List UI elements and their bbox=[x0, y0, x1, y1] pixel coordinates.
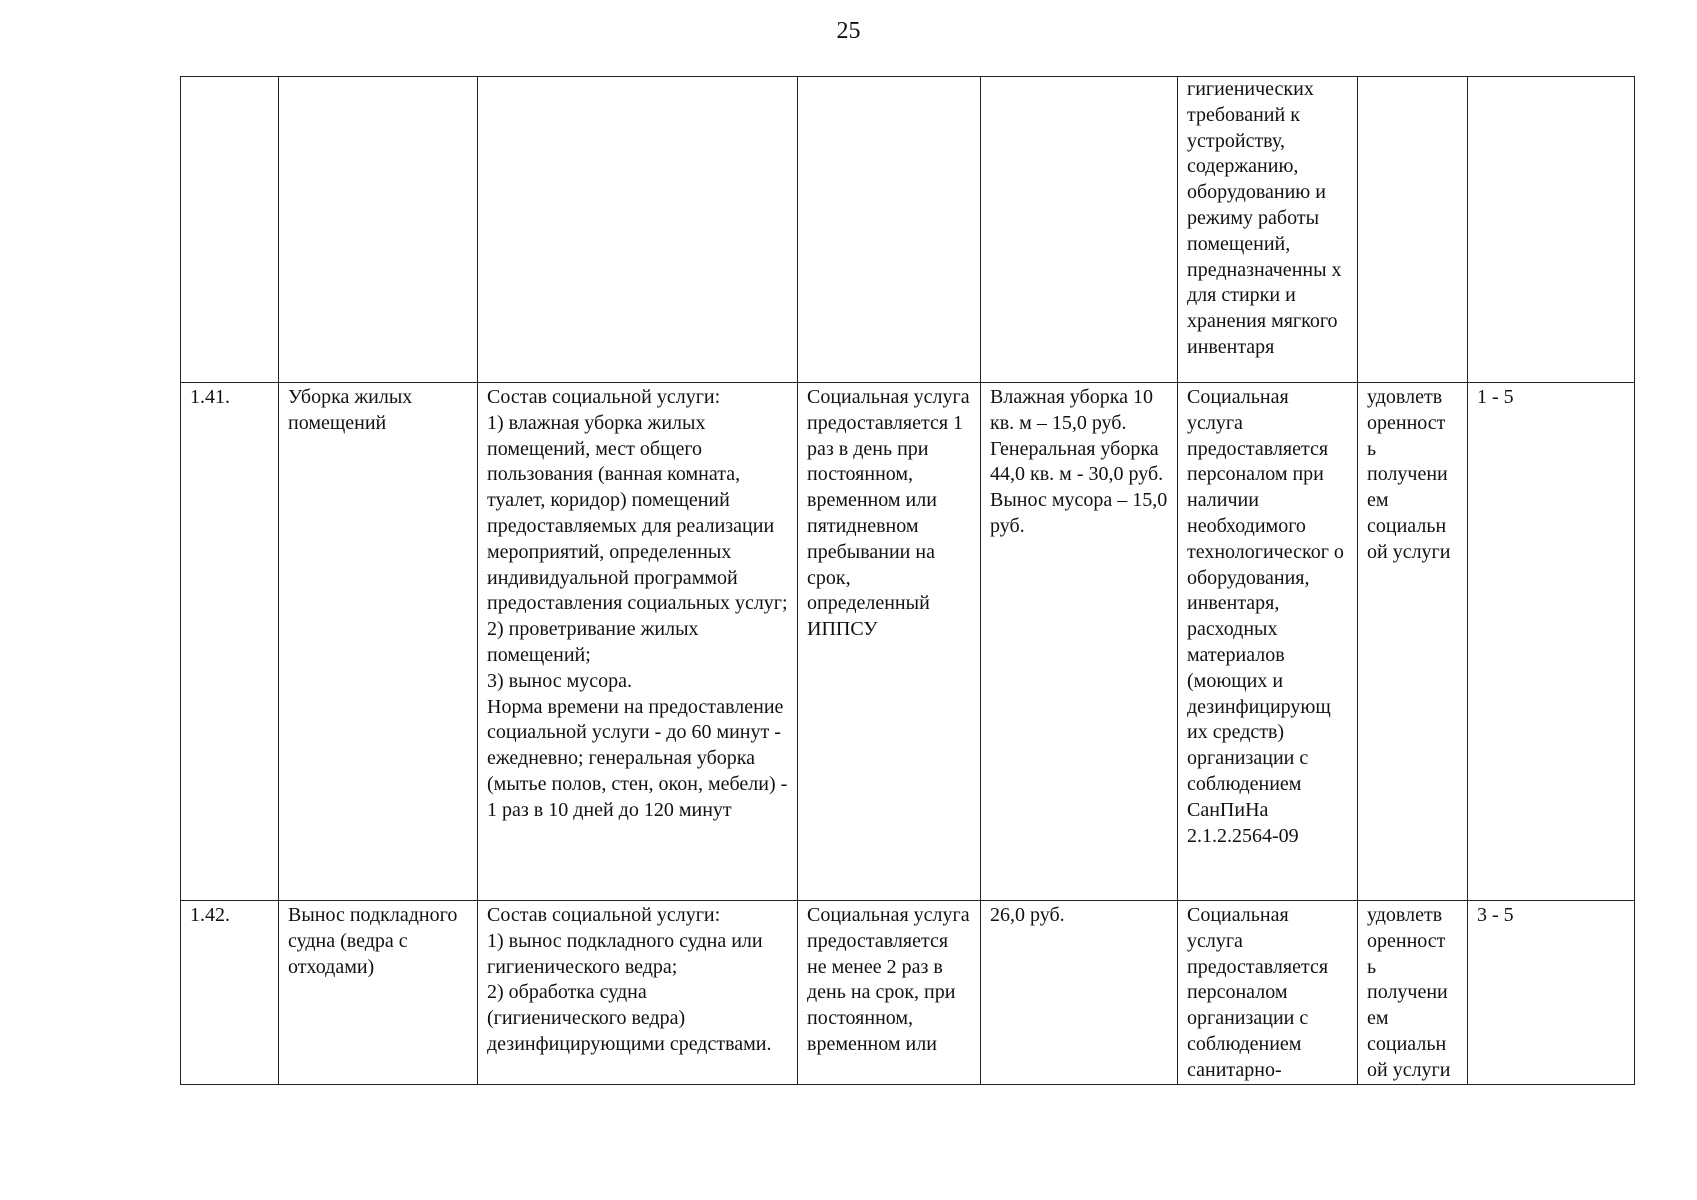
service-name: Вынос подкладного судна (ведра с отходами) bbox=[279, 901, 478, 1085]
cell-tariff bbox=[981, 77, 1178, 383]
table-row bbox=[181, 383, 1635, 901]
row-number: 1.41. bbox=[181, 383, 279, 901]
service-description bbox=[478, 901, 798, 1085]
service-evaluation: удовлетв оренност ь получени ем социальн ой услуги bbox=[1358, 901, 1468, 1085]
service-conditions: Социальная услуга предоставляется персоналом организации с соблюдением санитарно- bbox=[1178, 901, 1358, 1085]
row-number: 1.42. bbox=[181, 901, 279, 1085]
cell-score bbox=[1468, 77, 1635, 383]
service-tariff bbox=[981, 901, 1178, 1085]
description-line: 2) проветривание жилых помещений; bbox=[487, 618, 699, 666]
tariff-line: 26,0 руб. bbox=[990, 904, 1065, 926]
service-frequency: Социальная услуга предоставляется 1 раз в день при постоянном, временном или пятидневном пребывании на срок, определенный ИППСУ bbox=[798, 383, 981, 901]
cell-description bbox=[478, 77, 798, 383]
service-conditions: Социальная услуга предоставляется персоналом при наличии необходимого технологическог о оборудования, инвентаря, расходных материалов (моющих и дезинфицирующ их средств) организации с соблюдением СанПиНа 2.1.2.2564-09 bbox=[1178, 383, 1358, 901]
cell-number bbox=[181, 77, 279, 383]
description-line: 3) вынос мусора. bbox=[487, 669, 633, 692]
page-number: 25 bbox=[836, 18, 861, 44]
cell-requirements: гигиенических требований к устройству, содержанию, оборудованию и режиму работы помещений, предназначенны х для стирки и хранения мягкого инвентаря bbox=[1178, 77, 1358, 383]
description-line: 1) влажная уборка жилых помещений, мест общего пользования (ванная комната, туалет, коридор) помещений предоставляемых для реализации мероприятий, определенных индивидуальной программой предоставления социальных услуг; bbox=[487, 411, 788, 615]
service-name: Уборка жилых помещений bbox=[279, 383, 478, 901]
description-line: Состав социальной услуги: bbox=[487, 386, 721, 408]
table-row bbox=[181, 901, 1635, 1085]
tariff-line: Влажная уборка 10 кв. м – 15,0 руб. Генеральная уборка 44,0 кв. м - 30,0 руб. bbox=[990, 386, 1164, 486]
service-evaluation: удовлетв оренност ь получени ем социальн ой услуги bbox=[1358, 383, 1468, 901]
description-line: Норма времени на предоставление социальной услуги - до 60 минут - ежедневно; генеральная уборка (мытье полов, стен, окон, мебели) - 1 раз в 10 дней до 120 минут bbox=[487, 695, 788, 821]
service-frequency: Социальная услуга предоставляется не менее 2 раз в день на срок, при постоянном, временном или bbox=[798, 901, 981, 1085]
services-table bbox=[180, 76, 1635, 1085]
service-description bbox=[478, 383, 798, 901]
description-line: 2) обработка судна (гигиенического ведра) дезинфицирующими средствами. bbox=[487, 981, 772, 1055]
tariff-line: Вынос мусора – 15,0 руб. bbox=[990, 489, 1168, 537]
service-score: 1 - 5 bbox=[1468, 383, 1635, 901]
service-tariff bbox=[981, 383, 1178, 901]
service-score: 3 - 5 bbox=[1468, 901, 1635, 1085]
cell-frequency bbox=[798, 77, 981, 383]
description-line: Состав социальной услуги: bbox=[487, 904, 721, 926]
description-line: 1) вынос подкладного судна или гигиенического ведра; bbox=[487, 929, 763, 978]
cell-evaluation bbox=[1358, 77, 1468, 383]
table-row-continuation bbox=[181, 77, 1635, 383]
cell-service-name bbox=[279, 77, 478, 383]
